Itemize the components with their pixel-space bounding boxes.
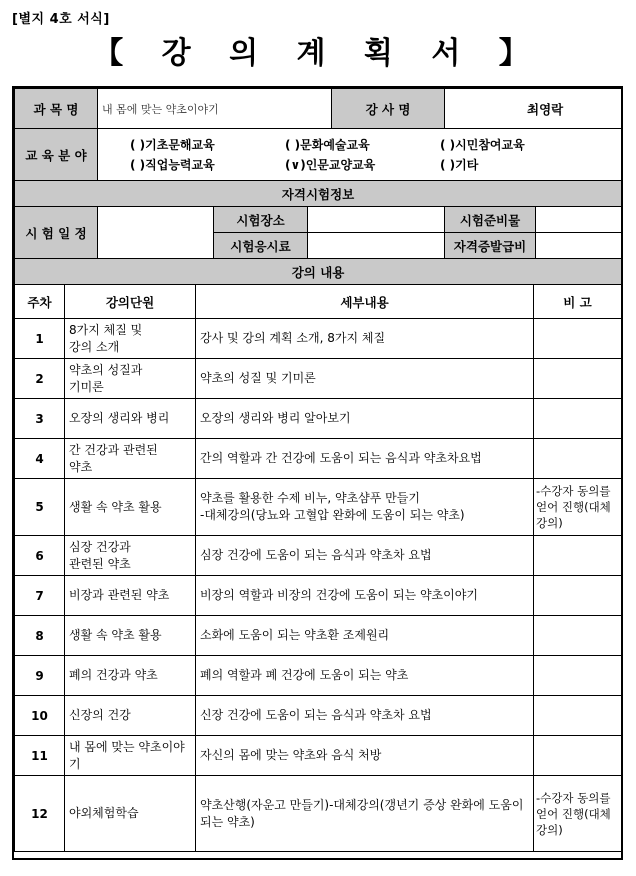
unit-cell: 내 몸에 맞는 약초이야기 <box>65 736 196 776</box>
detail-cell: 소화에 도움이 되는 약초환 조제원리 <box>196 616 534 656</box>
unit-cell: 비장과 관련된 약초 <box>65 576 196 616</box>
field-option-vocational: ( )직업능력교육 <box>130 157 215 172</box>
detail-cell: 비장의 역할과 비장의 건강에 도움이 되는 약초이야기 <box>196 576 534 616</box>
week-cell: 12 <box>15 776 65 852</box>
course-name-value: 내 몸에 맞는 약초이야기 <box>98 89 332 129</box>
lecture-section-title: 강의 내용 <box>15 259 622 285</box>
table-row <box>15 479 622 536</box>
detail-cell: 간의 역할과 간 건강에 도움이 되는 음식과 약초차요법 <box>196 439 534 479</box>
note-header: 비 고 <box>534 285 622 319</box>
detail-cell: 약초를 활용한 수제 비누, 약초샴푸 만들기 -대체강의(당뇨와 고혈압 완화에 도움이 되는 약초) <box>196 479 534 536</box>
detail-cell: 폐의 역할과 폐 건강에 도움이 되는 약초 <box>196 656 534 696</box>
detail-cell: 강사 및 강의 계획 소개, 8가지 체질 <box>196 319 534 359</box>
exam-date-value <box>98 207 214 259</box>
note-cell: -수강자 동의를 얻어 진행(대체강의) <box>534 776 622 852</box>
exam-date-label: 시 험 일 정 <box>15 207 98 259</box>
detail-cell: 약초산행(자운고 만들기)-대체강의(갱년기 증상 완화에 도움이 되는 약초) <box>196 776 534 852</box>
unit-cell: 8가지 체질 및 강의 소개 <box>65 319 196 359</box>
note-cell <box>534 696 622 736</box>
unit-cell: 생활 속 약초 활용 <box>65 616 196 656</box>
week-cell: 2 <box>15 359 65 399</box>
unit-cell: 신장의 건강 <box>65 696 196 736</box>
exam-fee-value <box>308 233 445 259</box>
exam-section-title: 자격시험정보 <box>15 181 622 207</box>
note-cell <box>534 319 622 359</box>
week-cell: 6 <box>15 536 65 576</box>
field-label: 교 육 분 야 <box>15 129 98 181</box>
course-name-label: 과 목 명 <box>15 89 98 129</box>
field-option-basic-literacy: ( )기초문해교육 <box>130 137 215 152</box>
detail-cell: 심장 건강에 도움이 되는 음식과 약초차 요법 <box>196 536 534 576</box>
exam-prep-value <box>536 207 622 233</box>
unit-cell: 생활 속 약초 활용 <box>65 479 196 536</box>
detail-cell: 신장 건강에 도움이 되는 음식과 약초차 요법 <box>196 696 534 736</box>
week-cell: 10 <box>15 696 65 736</box>
field-option-other: ( )기타 <box>440 157 479 172</box>
plan-form <box>12 86 623 860</box>
field-option-humanities: (∨)인문교양교육 <box>285 157 376 172</box>
field-option-culture-arts: ( )문화예술교육 <box>285 137 370 152</box>
week-cell: 4 <box>15 439 65 479</box>
certificate-fee-label: 자격증발급비 <box>445 233 536 259</box>
table-row <box>15 439 622 479</box>
detail-cell: 자신의 몸에 맞는 약초와 음식 처방 <box>196 736 534 776</box>
week-cell: 8 <box>15 616 65 656</box>
table-row <box>15 736 622 776</box>
note-cell <box>534 576 622 616</box>
unit-cell: 간 건강과 관련된 약초 <box>65 439 196 479</box>
week-cell: 1 <box>15 319 65 359</box>
field-option-civic: ( )시민참여교육 <box>440 137 525 152</box>
table-row <box>15 399 622 439</box>
note-cell <box>534 359 622 399</box>
week-cell: 9 <box>15 656 65 696</box>
note-cell <box>534 616 622 656</box>
table-row <box>15 616 622 656</box>
unit-header: 강의단원 <box>65 285 196 319</box>
exam-place-label: 시험장소 <box>214 207 308 233</box>
exam-place-value <box>308 207 445 233</box>
course-info-table <box>14 88 622 285</box>
week-cell: 3 <box>15 399 65 439</box>
note-cell <box>534 439 622 479</box>
note-cell <box>534 399 622 439</box>
note-cell <box>534 536 622 576</box>
week-cell: 5 <box>15 479 65 536</box>
lecture-table <box>14 284 622 852</box>
note-cell: -수강자 동의를 얻어 진행(대체강의) <box>534 479 622 536</box>
instructor-value: 최영락 <box>445 89 622 129</box>
table-row <box>15 656 622 696</box>
exam-fee-label: 시험응시료 <box>214 233 308 259</box>
table-row <box>15 776 622 852</box>
lecture-rows <box>15 319 622 852</box>
table-row <box>15 576 622 616</box>
table-row <box>15 536 622 576</box>
detail-header: 세부내용 <box>196 285 534 319</box>
table-row <box>15 696 622 736</box>
note-cell <box>534 656 622 696</box>
table-row <box>15 319 622 359</box>
week-header: 주차 <box>15 285 65 319</box>
unit-cell: 심장 건강과 관련된 약초 <box>65 536 196 576</box>
instructor-label: 강 사 명 <box>332 89 445 129</box>
unit-cell: 오장의 생리와 병리 <box>65 399 196 439</box>
certificate-fee-value <box>536 233 622 259</box>
unit-cell: 폐의 건강과 약초 <box>65 656 196 696</box>
form-number-label: [별지 4호 서식] <box>12 12 110 27</box>
detail-cell: 오장의 생리와 병리 알아보기 <box>196 399 534 439</box>
exam-prep-label: 시험준비물 <box>445 207 536 233</box>
field-options <box>98 129 622 181</box>
week-cell: 7 <box>15 576 65 616</box>
week-cell: 11 <box>15 736 65 776</box>
detail-cell: 약초의 성질 및 기미론 <box>196 359 534 399</box>
document-title: 【 강 의 계 획 서 】 <box>93 36 543 71</box>
unit-cell: 야외체험학습 <box>65 776 196 852</box>
table-row <box>15 359 622 399</box>
note-cell <box>534 736 622 776</box>
unit-cell: 약초의 성질과 기미론 <box>65 359 196 399</box>
